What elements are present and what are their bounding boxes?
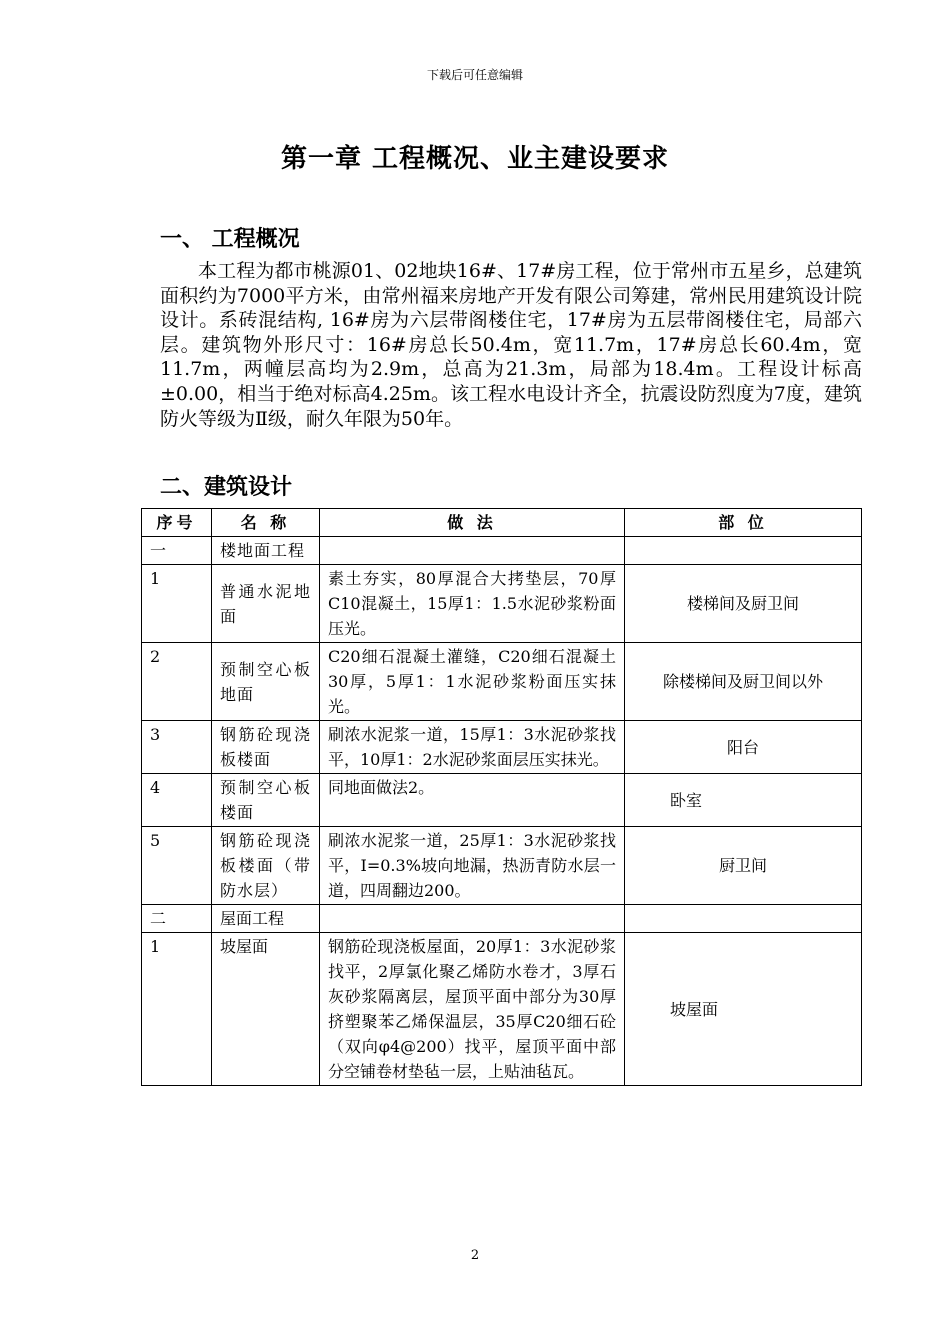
cell-name: 普通水泥地面: [212, 565, 320, 643]
cell-location: 坡屋面: [625, 933, 862, 1086]
header-name: 名 称: [212, 509, 320, 537]
table-row: [142, 721, 862, 774]
cell-name: 楼地面工程: [212, 537, 320, 565]
cell-location: 阳台: [625, 721, 862, 774]
design-table: [141, 508, 862, 1086]
cell-location: [625, 905, 862, 933]
cell-method: 刷浓水泥浆一道，25厚1：3水泥砂浆找平，I=0.3%坡向地漏，热沥青防水层一道，四周翻边200。: [320, 827, 625, 905]
table-row: [142, 537, 862, 565]
cell-index: 二: [142, 905, 212, 933]
header-method: 做 法: [320, 509, 625, 537]
cell-location: 卧室: [625, 774, 862, 827]
cell-index: 4: [142, 774, 212, 827]
header-location: 部 位: [625, 509, 862, 537]
cell-method: 同地面做法2。: [320, 774, 625, 827]
cell-index: 5: [142, 827, 212, 905]
chapter-title: 第一章 工程概况、业主建设要求: [280, 144, 670, 174]
table-row: [142, 933, 862, 1086]
cell-name: 钢筋砼现浇板楼面: [212, 721, 320, 774]
cell-location: 楼梯间及厨卫间: [625, 565, 862, 643]
cell-name: 坡屋面: [212, 933, 320, 1086]
cell-method: 钢筋砼现浇板屋面，20厚1：3水泥砂浆找平，2厚氯化聚乙烯防水卷才，3厚石灰砂浆隔离层，屋顶平面中部分为30厚挤塑聚苯乙烯保温层，35厚C20细石砼（双向φ4@200）找平，屋顶平面中部分空铺卷材垫毡一层，上贴油毡瓦。: [320, 933, 625, 1086]
cell-method: [320, 905, 625, 933]
page-header: 下载后可任意编辑: [426, 68, 523, 82]
cell-index: 3: [142, 721, 212, 774]
cell-index: 1: [142, 565, 212, 643]
cell-method: 素土夯实，80厚混合大拷垫层，70厚C10混凝土，15厚1：1.5水泥砂浆粉面压光。: [320, 565, 625, 643]
table-header-row: [142, 509, 862, 537]
table-row: [142, 643, 862, 721]
header-index: 序号: [142, 509, 212, 537]
cell-name: 预制空心板地面: [212, 643, 320, 721]
cell-index: 2: [142, 643, 212, 721]
cell-index: 1: [142, 933, 212, 1086]
section-heading-overview: 一、 工程概况: [160, 227, 300, 252]
overview-paragraph: 本工程为都市桃源01、02地块16#、17#房工程，位于常州市五星乡，总建筑面积约为7000平方米，由常州福来房地产开发有限公司筹建，常州民用建筑设计院设计。系砖混结构, 16#房为六层带阁楼住宅，17#房为五层带阁楼住宅，局部六层。建筑物外形尺寸：16#房总长50.4m，宽11.7m，17#房总长60.4m，宽11.7m，两幢层高均为2.9m，总高为21.3m，局部为18.4m。工程设计标高±0.00，相当于绝对标高4.25m。该工程水电设计齐全，抗震设防烈度为7度，建筑防火等级为Ⅱ级，耐久年限为50年。: [160, 260, 862, 430]
cell-name: 钢筋砼现浇板楼面（带防水层）: [212, 827, 320, 905]
table-row: [142, 827, 862, 905]
cell-index: 一: [142, 537, 212, 565]
table-row: [142, 565, 862, 643]
cell-location: [625, 537, 862, 565]
cell-location: 厨卫间: [625, 827, 862, 905]
cell-method: 刷浓水泥浆一道，15厚1：3水泥砂浆找平，10厚1：2水泥砂浆面层压实抹光。: [320, 721, 625, 774]
cell-name: 屋面工程: [212, 905, 320, 933]
cell-method: C20细石混凝土灌缝，C20细石混凝土30厚，5厚1：1水泥砂浆粉面压实抹光。: [320, 643, 625, 721]
table-row: [142, 905, 862, 933]
section-heading-design: 二、建筑设计: [160, 475, 293, 500]
page-number: 2: [470, 1248, 480, 1263]
cell-method: [320, 537, 625, 565]
table-row: [142, 774, 862, 827]
cell-name: 预制空心板楼面: [212, 774, 320, 827]
cell-location: 除楼梯间及厨卫间以外: [625, 643, 862, 721]
